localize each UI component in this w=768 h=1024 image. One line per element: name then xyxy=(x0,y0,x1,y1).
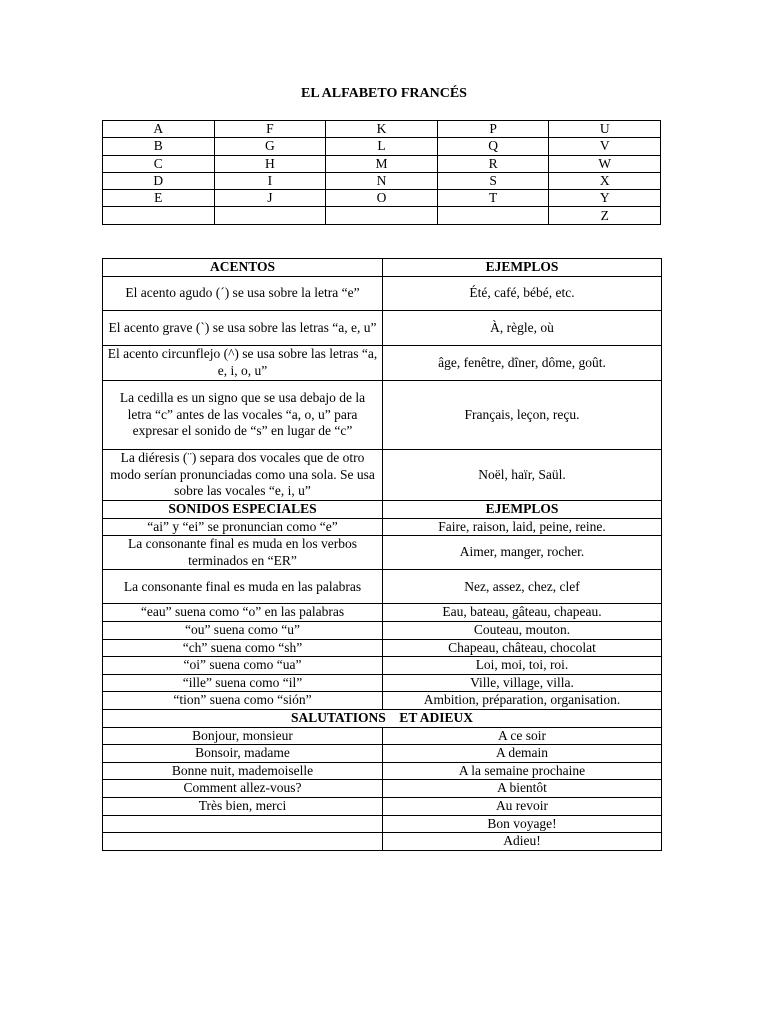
greeting-hello: Bonsoir, madame xyxy=(103,745,383,763)
greeting-hello: Très bien, merci xyxy=(103,797,383,815)
alphabet-cell: L xyxy=(326,138,438,155)
greeting-goodbye: A bientôt xyxy=(383,780,662,798)
greeting-row xyxy=(103,797,662,815)
sound-description: “ai” y “ei” se pronuncian como “e” xyxy=(103,518,383,536)
sound-example: Eau, bateau, gâteau, chapeau. xyxy=(383,604,662,622)
accent-description: La diéresis (¨) separa dos vocales que de otro modo serían pronunciadas como una sola. Se usa sobre las vocales “e, i, u” xyxy=(103,450,383,501)
greeting-row xyxy=(103,780,662,798)
alphabet-cell: Q xyxy=(437,138,549,155)
accent-example: À, règle, où xyxy=(383,311,662,346)
accent-row xyxy=(103,381,662,450)
greeting-hello: Bonne nuit, mademoiselle xyxy=(103,762,383,780)
sounds-header: SONIDOS ESPECIALES xyxy=(103,501,383,519)
accent-example: âge, fenêtre, dîner, dôme, goût. xyxy=(383,346,662,381)
alphabet-cell: P xyxy=(437,121,549,138)
alphabet-cell: N xyxy=(326,172,438,189)
accents-header-row xyxy=(103,259,662,277)
alphabet-cell xyxy=(437,207,549,224)
greeting-goodbye: Bon voyage! xyxy=(383,815,662,833)
greeting-row xyxy=(103,727,662,745)
greeting-hello xyxy=(103,815,383,833)
alphabet-cell xyxy=(326,207,438,224)
alphabet-cell: U xyxy=(549,121,661,138)
reference-table xyxy=(102,258,662,851)
alphabet-cell: D xyxy=(103,172,215,189)
alphabet-cell: C xyxy=(103,155,215,172)
greetings-header: SALUTATIONS ET ADIEUX xyxy=(103,709,662,727)
alphabet-cell: R xyxy=(437,155,549,172)
accent-example: Noël, haïr, Saül. xyxy=(383,450,662,501)
accent-example: Été, café, bébé, etc. xyxy=(383,277,662,311)
greeting-row xyxy=(103,762,662,780)
accent-description: La cedilla es un signo que se usa debajo de la letra “c” antes de las vocales “a, o, u” para expresar el sonido de “s” en lugar de “c” xyxy=(103,381,383,450)
alphabet-cell: V xyxy=(549,138,661,155)
alphabet-cell: W xyxy=(549,155,661,172)
alphabet-cell: X xyxy=(549,172,661,189)
sound-row xyxy=(103,604,662,622)
alphabet-cell: M xyxy=(326,155,438,172)
sound-description: “oi” suena como “ua” xyxy=(103,657,383,675)
sound-description: La consonante final es muda en las palabras xyxy=(103,570,383,604)
greeting-goodbye: A ce soir xyxy=(383,727,662,745)
sound-description: La consonante final es muda en los verbos terminados en “ER” xyxy=(103,536,383,570)
sound-description: “ch” suena como “sh” xyxy=(103,639,383,657)
sound-example: Ambition, préparation, organisation. xyxy=(383,692,662,710)
alphabet-cell: K xyxy=(326,121,438,138)
accents-header: ACENTOS xyxy=(103,259,383,277)
alphabet-cell xyxy=(103,207,215,224)
sound-row xyxy=(103,692,662,710)
accent-example: Français, leçon, reçu. xyxy=(383,381,662,450)
alphabet-cell: T xyxy=(437,190,549,207)
accent-description: El acento agudo (´) se usa sobre la letra “e” xyxy=(103,277,383,311)
alphabet-cell: Z xyxy=(549,207,661,224)
alphabet-cell: F xyxy=(214,121,326,138)
sound-row xyxy=(103,518,662,536)
alphabet-cell: J xyxy=(214,190,326,207)
greetings-header-row xyxy=(103,709,662,727)
sound-row xyxy=(103,674,662,692)
greeting-goodbye: Au revoir xyxy=(383,797,662,815)
greeting-hello xyxy=(103,833,383,851)
accent-row xyxy=(103,346,662,381)
alphabet-cell: G xyxy=(214,138,326,155)
sound-description: “eau” suena como “o” en las palabras xyxy=(103,604,383,622)
alphabet-cell: Y xyxy=(549,190,661,207)
sound-row xyxy=(103,639,662,657)
accent-row xyxy=(103,277,662,311)
alphabet-row xyxy=(103,138,661,155)
alphabet-row xyxy=(103,172,661,189)
greeting-hello: Comment allez-vous? xyxy=(103,780,383,798)
sound-row xyxy=(103,657,662,675)
greeting-row xyxy=(103,833,662,851)
page-title: EL ALFABETO FRANCÉS xyxy=(301,86,467,101)
alphabet-row xyxy=(103,121,661,138)
alphabet-row xyxy=(103,155,661,172)
greeting-row xyxy=(103,815,662,833)
alphabet-cell: H xyxy=(214,155,326,172)
alphabet-cell: E xyxy=(103,190,215,207)
alphabet-cell: A xyxy=(103,121,215,138)
sound-example: Chapeau, château, chocolat xyxy=(383,639,662,657)
examples-header: EJEMPLOS xyxy=(383,259,662,277)
accent-description: El acento circunflejo (^) se usa sobre las letras “a, e, i, o, u” xyxy=(103,346,383,381)
alphabet-row xyxy=(103,190,661,207)
alphabet-cell xyxy=(214,207,326,224)
sound-description: “ou” suena como “u” xyxy=(103,621,383,639)
greeting-hello: Bonjour, monsieur xyxy=(103,727,383,745)
sounds-examples-header: EJEMPLOS xyxy=(383,501,662,519)
accent-description: El acento grave (`) se usa sobre las letras “a, e, u” xyxy=(103,311,383,346)
greeting-row xyxy=(103,745,662,763)
sound-example: Nez, assez, chez, clef xyxy=(383,570,662,604)
alphabet-cell: S xyxy=(437,172,549,189)
greeting-goodbye: Adieu! xyxy=(383,833,662,851)
greeting-goodbye: A la semaine prochaine xyxy=(383,762,662,780)
sound-description: “tion” suena como “sión” xyxy=(103,692,383,710)
sound-row xyxy=(103,536,662,570)
sound-example: Aimer, manger, rocher. xyxy=(383,536,662,570)
sound-row xyxy=(103,621,662,639)
sound-description: “ille” suena como “il” xyxy=(103,674,383,692)
alphabet-row xyxy=(103,207,661,224)
sounds-header-row xyxy=(103,501,662,519)
alphabet-cell: I xyxy=(214,172,326,189)
sound-row xyxy=(103,570,662,604)
sound-example: Faire, raison, laid, peine, reine. xyxy=(383,518,662,536)
accent-row xyxy=(103,450,662,501)
alphabet-cell: B xyxy=(103,138,215,155)
alphabet-cell: O xyxy=(326,190,438,207)
sound-example: Loi, moi, toi, roi. xyxy=(383,657,662,675)
greeting-goodbye: A demain xyxy=(383,745,662,763)
accent-row xyxy=(103,311,662,346)
sound-example: Couteau, mouton. xyxy=(383,621,662,639)
sound-example: Ville, village, villa. xyxy=(383,674,662,692)
alphabet-table xyxy=(102,120,661,225)
